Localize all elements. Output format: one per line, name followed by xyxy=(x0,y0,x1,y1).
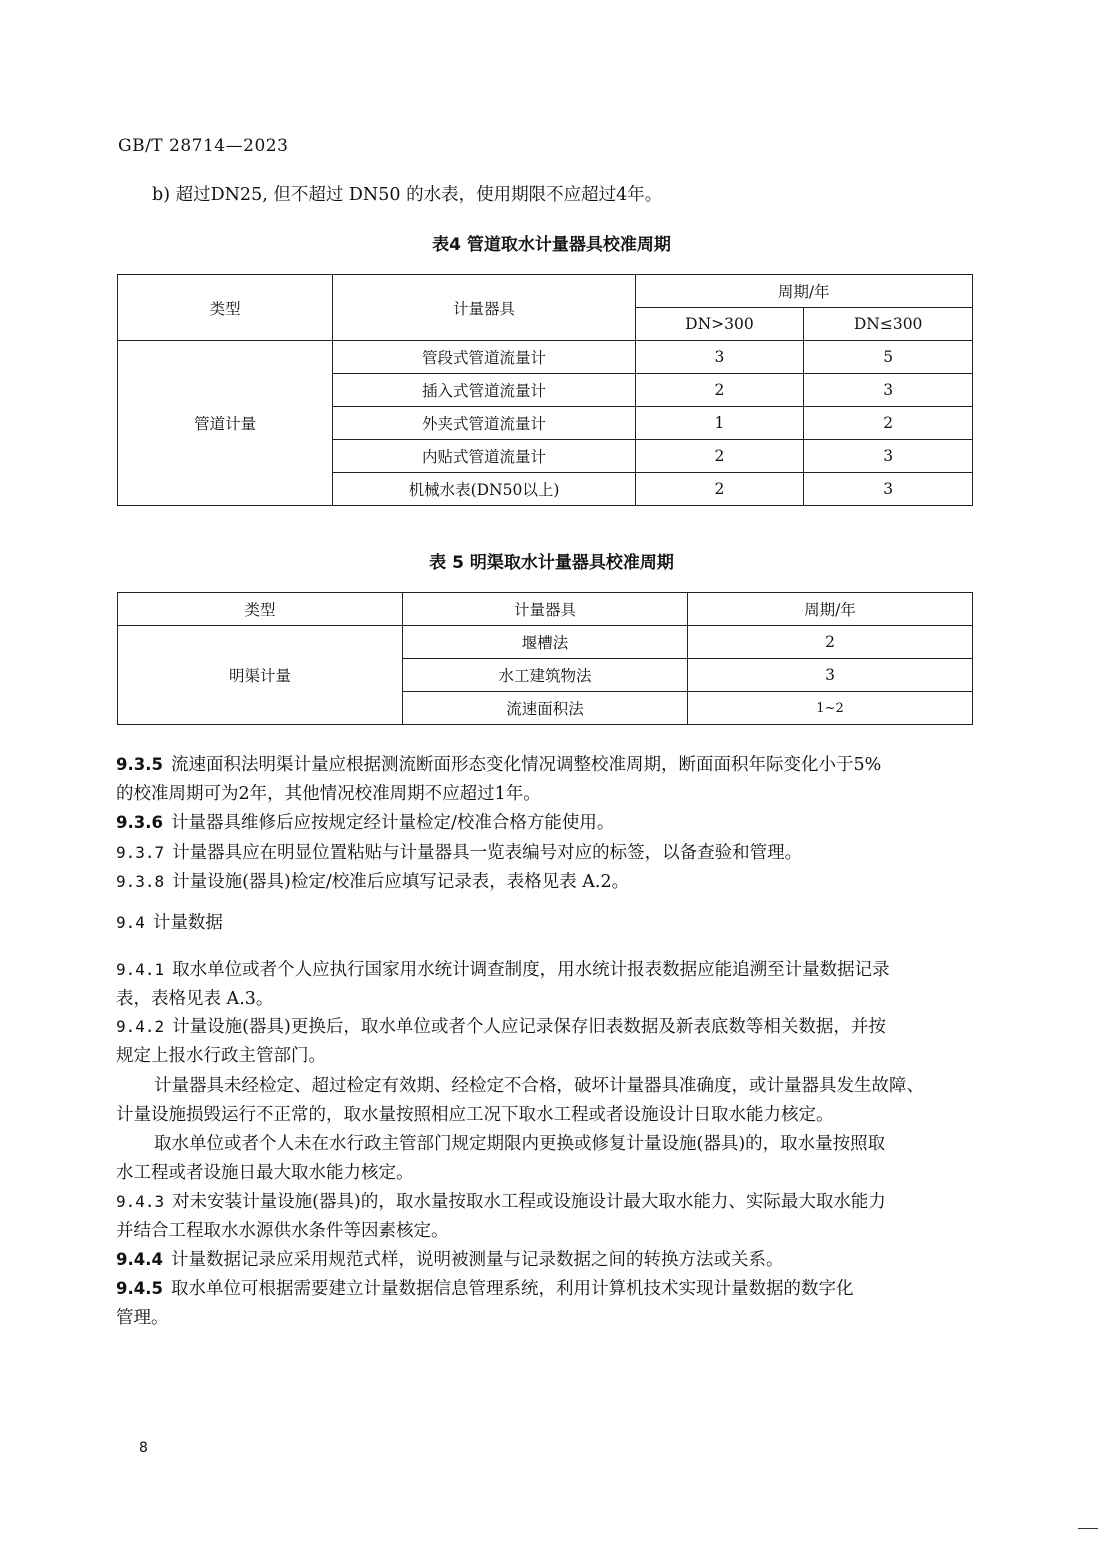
table5-group: 明渠计量 xyxy=(118,626,403,725)
page-number: 8 xyxy=(139,1440,148,1456)
table4-group: 管道计量 xyxy=(118,341,333,506)
clause-text: 计量器具应在明显位置粘贴与计量器具一览表编号对应的标签，以备查验和管理。 xyxy=(172,843,803,863)
clause-9-4-1-cont: 表，表格见表 A.3。 xyxy=(116,989,274,1009)
table5-period: 2 xyxy=(688,626,973,659)
clause-text: 取水单位或者个人应执行国家用水统计调查制度，用水统计报表数据应能追溯至计量数据记录 xyxy=(172,960,890,980)
table4-gt: 2 xyxy=(635,374,804,407)
list-item-b: b) 超过DN25, 但不超过 DN50 的水表，使用期限不应超过4年。 xyxy=(152,185,663,205)
table4-le: 5 xyxy=(804,341,973,374)
table4-instrument: 内贴式管道流量计 xyxy=(333,440,635,473)
clause-9-4-2-cont: 规定上报水行政主管部门。 xyxy=(116,1046,326,1066)
clause-number: 9.3.6 xyxy=(116,813,163,832)
clause-number: 9.4.4 xyxy=(116,1250,163,1269)
clause-9-4-3 xyxy=(116,1187,976,1217)
clause-text: 流速面积法明渠计量应根据测流断面形态变化情况调整校准周期，断面面积年际变化小于5% xyxy=(170,755,882,775)
table4-le: 3 xyxy=(804,473,973,506)
clause-9-3-8 xyxy=(116,867,976,897)
clause-text: 计量设施(器具)检定/校准后应填写记录表，表格见表 A.2。 xyxy=(172,872,630,892)
paragraph-line: 取水单位或者个人未在水行政主管部门规定期限内更换或修复计量设施(器具)的，取水量按照取 xyxy=(154,1134,886,1154)
table4-le: 3 xyxy=(804,374,973,407)
paragraph-line: 计量设施损毁运行不正常的，取水量按照相应工况下取水工程或者设施设计日取水能力核定。 xyxy=(116,1105,834,1125)
paragraph-line: 计量器具未经检定、超过检定有效期、经检定不合格，破坏计量器具准确度，或计量器具发生故障、 xyxy=(154,1076,924,1096)
table5-instrument: 堰槽法 xyxy=(403,626,688,659)
table4 xyxy=(117,274,973,506)
table5 xyxy=(117,592,973,725)
clause-number: 9.3.8 xyxy=(116,872,165,891)
standard-number: GB/T 28714—2023 xyxy=(118,136,289,156)
table4-header-instrument: 计量器具 xyxy=(333,275,635,341)
table5-header-type: 类型 xyxy=(118,593,403,626)
paragraph-line: 水工程或者设施日最大取水能力核定。 xyxy=(116,1163,414,1183)
clause-number: 9.3.7 xyxy=(116,843,165,862)
table4-le: 2 xyxy=(804,407,973,440)
table4-gt: 2 xyxy=(635,473,804,506)
table4-instrument: 插入式管道流量计 xyxy=(333,374,635,407)
table-row xyxy=(118,341,973,374)
clause-number: 9.4.5 xyxy=(116,1279,163,1298)
clause-text: 对未安装计量设施(器具)的，取水量按取水工程或设施设计最大取水能力、实际最大取水能力 xyxy=(172,1192,886,1212)
clause-9-4-5-cont: 管理。 xyxy=(116,1308,169,1328)
clause-9-4-1 xyxy=(116,955,976,985)
clause-9-3-7 xyxy=(116,838,976,868)
section-9-4-heading xyxy=(116,908,976,938)
table4-gt: 2 xyxy=(635,440,804,473)
table4-header-dn-le: DN≤300 xyxy=(804,308,973,341)
table4-gt: 3 xyxy=(635,341,804,374)
clause-text: 计量器具维修后应按规定经计量检定/校准合格方能使用。 xyxy=(170,813,615,833)
table5-period: 1~2 xyxy=(688,692,973,725)
table4-le: 3 xyxy=(804,440,973,473)
clause-number: 9.4.2 xyxy=(116,1017,165,1036)
clause-number: 9.4.3 xyxy=(116,1192,165,1211)
table5-header-period: 周期/年 xyxy=(688,593,973,626)
table4-header-period: 周期/年 xyxy=(635,275,972,308)
clause-9-3-5-cont: 的校准周期可为2年，其他情况校准周期不应超过1年。 xyxy=(116,784,541,804)
table5-instrument: 流速面积法 xyxy=(403,692,688,725)
table4-gt: 1 xyxy=(635,407,804,440)
clause-9-4-4 xyxy=(116,1245,976,1275)
edge-mark xyxy=(1078,1528,1098,1529)
section-title: 计量数据 xyxy=(152,913,223,933)
clause-text: 计量设施(器具)更换后，取水单位或者个人应记录保存旧表数据及新表底数等相关数据，并按 xyxy=(172,1017,886,1037)
table-row xyxy=(118,626,973,659)
clause-9-3-5 xyxy=(116,750,976,780)
table5-header-instrument: 计量器具 xyxy=(403,593,688,626)
table5-instrument: 水工建筑物法 xyxy=(403,659,688,692)
clause-9-4-3-cont: 并结合工程取水水源供水条件等因素核定。 xyxy=(116,1221,449,1241)
clause-9-4-2 xyxy=(116,1012,976,1042)
table4-caption: 表4 管道取水计量器具校准周期 xyxy=(432,235,671,255)
table4-instrument: 外夹式管道流量计 xyxy=(333,407,635,440)
table4-header-dn-gt: DN>300 xyxy=(635,308,804,341)
clause-number: 9.4.1 xyxy=(116,960,165,979)
clause-9-4-5 xyxy=(116,1274,976,1304)
table4-instrument: 机械水表(DN50以上) xyxy=(333,473,635,506)
table5-caption: 表 5 明渠取水计量器具校准周期 xyxy=(429,553,674,573)
table4-instrument: 管段式管道流量计 xyxy=(333,341,635,374)
clause-text: 取水单位可根据需要建立计量数据信息管理系统，利用计算机技术实现计量数据的数字化 xyxy=(170,1279,854,1299)
clause-9-3-6 xyxy=(116,808,976,838)
clause-text: 计量数据记录应采用规范式样，说明被测量与记录数据之间的转换方法或关系。 xyxy=(170,1250,784,1270)
section-number: 9.4 xyxy=(116,913,145,932)
table5-period: 3 xyxy=(688,659,973,692)
table4-header-type: 类型 xyxy=(118,275,333,341)
clause-number: 9.3.5 xyxy=(116,755,163,774)
